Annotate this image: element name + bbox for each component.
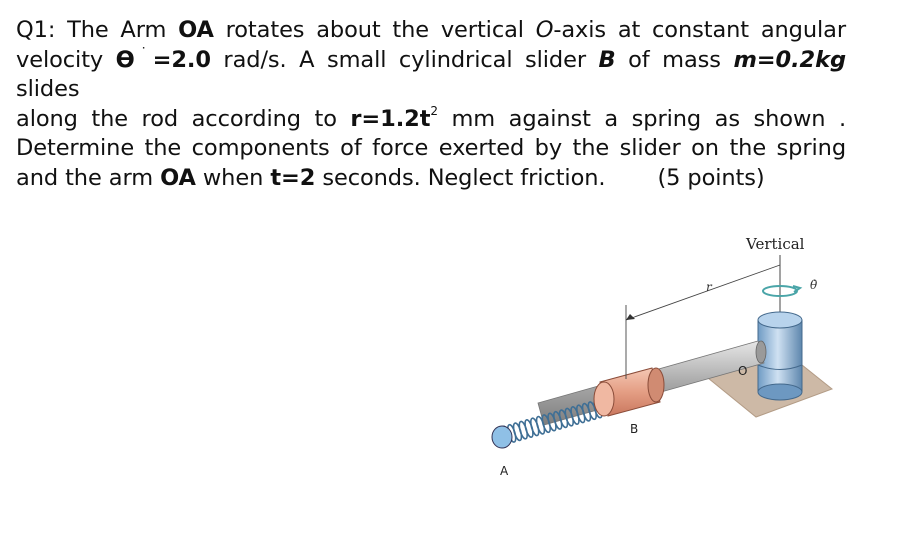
rotation-arrow-icon xyxy=(763,286,800,296)
rod-end-cap xyxy=(492,426,512,448)
label-b: B xyxy=(630,422,639,436)
label-a: A xyxy=(500,464,509,478)
label-o: O xyxy=(738,364,748,378)
label-theta-dot: θ̇ xyxy=(810,278,818,292)
spring-coil xyxy=(512,422,523,441)
label-r: r xyxy=(706,280,712,294)
label-vertical: Vertical xyxy=(746,235,805,253)
slider-b xyxy=(594,368,664,416)
spring-coil xyxy=(523,419,534,438)
question-line-5: and the arm OA when t=2 seconds. Neglect friction. (5 points) xyxy=(16,164,765,191)
question-line-3: along the rod according to $r=1.2t^2$ mm against a spring as shown . xyxy=(16,103,847,132)
spring-coil xyxy=(529,417,540,436)
spring-coil xyxy=(518,421,529,440)
question-line-1: Q1: The Arm OA rotates about the vertical O-axis at constant angular xyxy=(16,17,846,43)
points-label: (5 points) xyxy=(657,164,765,191)
question-line-2: velocity ϴ˙=2.0 rad/s. A small cylindrical slider B of mass m=0.2kg slides xyxy=(16,45,846,102)
question-line-4: Determine the components of force exerted by the slider on the spring xyxy=(16,135,846,161)
question-text xyxy=(16,16,846,193)
mechanism-figure xyxy=(480,225,840,495)
